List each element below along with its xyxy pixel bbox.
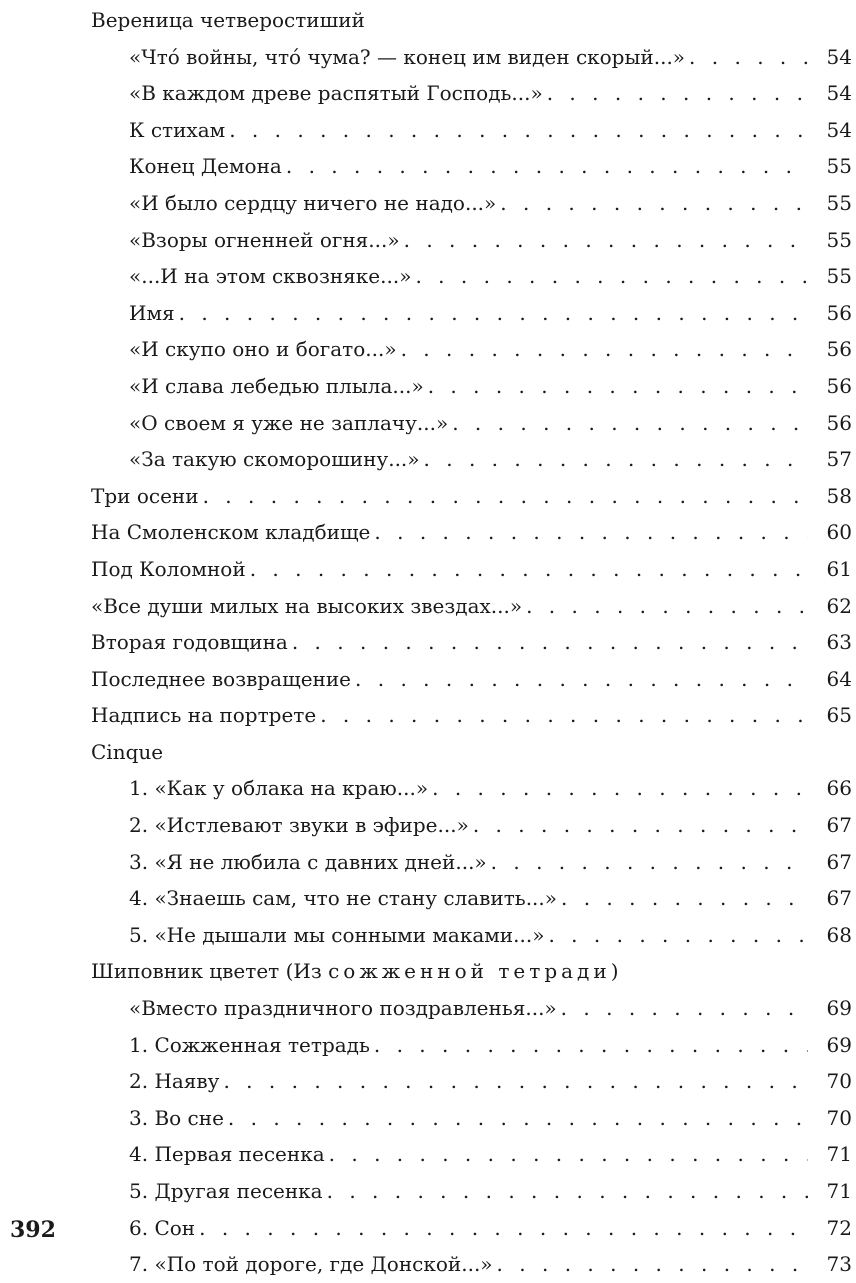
entry-title: 1. «Как у облака на краю...» <box>129 776 429 801</box>
dot-leader <box>561 990 808 1027</box>
dot-leader <box>432 770 808 807</box>
entry-title: К стихам <box>129 117 226 142</box>
dot-leader <box>500 185 808 222</box>
dot-leader <box>355 661 808 698</box>
entry-title: Cinque <box>91 739 164 764</box>
entry-title: 3. Во сне <box>129 1105 224 1130</box>
entry-title-tail: ) <box>610 959 619 984</box>
dot-leader <box>228 1100 808 1137</box>
entry-title: Вереница четверостиший <box>91 8 365 32</box>
dot-leader <box>401 331 808 368</box>
entry-title: 5. Другая песенка <box>129 1179 323 1203</box>
toc-entry <box>0 1173 856 1210</box>
entry-page: 55 <box>826 264 852 289</box>
entry-page: 55 <box>826 154 852 179</box>
toc-entry <box>0 331 856 368</box>
entry-title: «И скупо оно и богато...» <box>129 337 397 362</box>
entry-title: «Все души милых на высоких звездах...» <box>91 593 523 618</box>
entry-title: Три осени <box>91 483 199 508</box>
dot-leader <box>491 844 808 881</box>
entry-page: 70 <box>826 1105 852 1130</box>
entry-page: 66 <box>826 776 852 801</box>
toc-entry <box>0 258 856 295</box>
dot-leader <box>424 441 808 478</box>
entry-page: 68 <box>826 922 852 947</box>
dot-leader <box>374 514 808 551</box>
toc-entry <box>0 441 856 478</box>
toc-entry <box>0 734 856 771</box>
toc-entry <box>0 478 856 515</box>
entry-title: Надпись на портрете <box>91 703 317 728</box>
toc-entry <box>0 1210 856 1247</box>
dot-leader <box>548 917 808 954</box>
entry-page: 57 <box>826 447 852 472</box>
entry-page: 56 <box>826 410 852 435</box>
entry-page: 69 <box>826 996 852 1021</box>
toc-entry <box>0 368 856 405</box>
toc-entry <box>0 185 856 222</box>
entry-title: 5. «Не дышали мы сонными маками...» <box>129 922 545 947</box>
entry-title: «Взоры огненней огня...» <box>129 227 400 252</box>
toc-entry <box>0 551 856 588</box>
toc-entry <box>0 1063 856 1100</box>
toc-entry <box>0 1100 856 1137</box>
toc-entry <box>0 953 856 990</box>
entry-title: «...И на этом сквозняке...» <box>129 264 412 289</box>
entry-title: «И было сердцу ничего не надо...» <box>129 190 497 215</box>
entry-title: На Смоленском кладбище <box>91 520 371 545</box>
entry-page: 58 <box>826 483 852 508</box>
dot-leader <box>428 368 808 405</box>
toc-entry <box>0 1246 856 1283</box>
toc-entry <box>0 844 856 881</box>
toc-entry <box>0 807 856 844</box>
dot-leader <box>404 222 808 259</box>
entry-title: 2. Наяву <box>129 1069 220 1094</box>
entry-title: «За такую скоморошину...» <box>129 447 420 472</box>
entry-page: 70 <box>826 1069 852 1094</box>
entry-title: Под Коломной <box>91 556 246 581</box>
entry-page: 67 <box>826 813 852 838</box>
entry-page: 56 <box>826 300 852 325</box>
entry-page: 71 <box>826 1179 852 1203</box>
dot-leader <box>292 624 808 661</box>
entry-page: 54 <box>826 117 852 142</box>
dot-leader <box>452 405 808 442</box>
toc-entry <box>0 75 856 112</box>
dot-leader <box>179 295 808 332</box>
entry-page: 56 <box>826 337 852 362</box>
entry-title: Имя <box>129 300 175 325</box>
entry-page: 73 <box>826 1252 852 1277</box>
entry-page: 60 <box>826 520 852 545</box>
toc-entry <box>0 917 856 954</box>
toc-entry <box>0 295 856 332</box>
entry-title: 3. «Я не любила с давних дней...» <box>129 849 487 874</box>
entry-title: «И слава лебедью плыла...» <box>129 373 424 398</box>
entry-page: 55 <box>826 227 852 252</box>
toc-entry <box>0 2 856 39</box>
dot-leader <box>320 697 808 734</box>
dot-leader <box>415 258 808 295</box>
entry-title: 4. «Знаешь сам, что не стану славить...» <box>129 886 557 911</box>
entry-page: 56 <box>826 373 852 398</box>
entry-title: 2. «Истлевают звуки в эфире...» <box>129 813 469 838</box>
entry-title: «В каждом древе распятый Господь...» <box>129 81 543 106</box>
toc-entry <box>0 661 856 698</box>
entry-title: Конец Демона <box>129 154 282 179</box>
entry-page: 54 <box>826 44 852 69</box>
entry-title <box>91 953 619 990</box>
entry-title: 7. «По той дороге, где Донской...» <box>129 1252 493 1277</box>
toc-entry <box>0 588 856 625</box>
toc-entry <box>0 112 856 149</box>
dot-leader <box>329 1136 808 1173</box>
dot-leader <box>250 551 808 588</box>
entry-page: 55 <box>826 190 852 215</box>
toc-entry <box>0 1136 856 1173</box>
dot-leader <box>374 1027 808 1064</box>
entry-title: 1. Сожженная тетрадь <box>129 1032 370 1057</box>
entry-page: 67 <box>826 849 852 874</box>
toc-entry <box>0 624 856 661</box>
entry-page: 67 <box>826 886 852 911</box>
entry-title: «Чтó войны, чтó чума? — конец им виден скорый...» <box>129 44 686 69</box>
toc-entry <box>0 148 856 185</box>
toc-entry <box>0 222 856 259</box>
entry-title: «Вместо праздничного поздравленья...» <box>129 996 557 1021</box>
entry-page: 63 <box>826 630 852 655</box>
entry-page: 54 <box>826 81 852 106</box>
entry-title: 4. Первая песенка <box>129 1142 325 1167</box>
dot-leader <box>497 1246 808 1283</box>
entry-page: 65 <box>826 703 852 728</box>
toc-entry <box>0 405 856 442</box>
entry-title: 6. Сон <box>129 1215 196 1240</box>
toc-entry <box>0 697 856 734</box>
toc-entry <box>0 880 856 917</box>
page-number: 392 <box>10 1217 56 1243</box>
entry-page: 64 <box>826 666 852 691</box>
toc-entry <box>0 770 856 807</box>
dot-leader <box>203 478 808 515</box>
dot-leader <box>229 112 808 149</box>
dot-leader <box>547 75 808 112</box>
toc-entry <box>0 990 856 1027</box>
entry-title-spaced: сожженной тетради <box>328 959 611 984</box>
toc-entry <box>0 514 856 551</box>
dot-leader <box>561 880 808 917</box>
entry-page: 72 <box>826 1215 852 1240</box>
entry-page: 62 <box>826 593 852 618</box>
entry-title: Последнее возвращение <box>91 666 352 691</box>
table-of-contents <box>0 2 856 1283</box>
dot-leader <box>526 588 808 625</box>
dot-leader <box>473 807 808 844</box>
entry-page: 69 <box>826 1032 852 1057</box>
dot-leader <box>223 1063 808 1100</box>
toc-entry <box>0 39 856 76</box>
dot-leader <box>327 1173 808 1210</box>
entry-title: Вторая годовщина <box>91 630 288 655</box>
toc-entry <box>0 1027 856 1064</box>
dot-leader <box>689 39 808 76</box>
dot-leader <box>286 148 808 185</box>
entry-title-main: Шиповник цветет (Из <box>91 959 329 984</box>
entry-page: 71 <box>826 1142 852 1167</box>
entry-title: «О своем я уже не заплачу...» <box>129 410 449 435</box>
dot-leader <box>199 1210 808 1247</box>
entry-page: 61 <box>826 556 852 581</box>
